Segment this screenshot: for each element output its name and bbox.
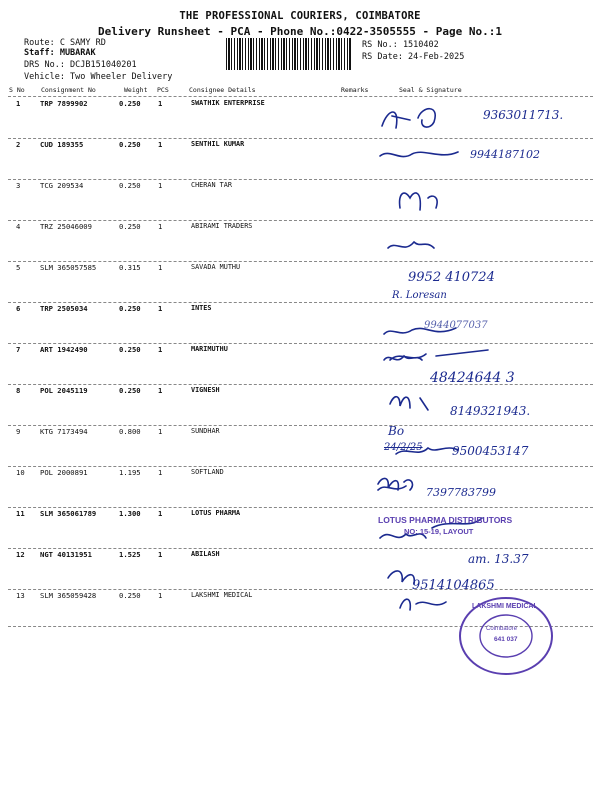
sno: 5 bbox=[16, 263, 21, 272]
consignment-no: ART 1942490 bbox=[40, 345, 88, 354]
rs-date: RS Date: 24-Feb-2025 bbox=[362, 52, 465, 62]
consignee: ABILASH bbox=[191, 550, 220, 558]
weight: 1.525 bbox=[119, 550, 141, 559]
weight: 1.300 bbox=[119, 509, 141, 518]
handwritten-mark: Bo bbox=[388, 424, 405, 438]
consignee: SUNDHAR bbox=[191, 427, 220, 435]
weight: 0.250 bbox=[119, 304, 141, 313]
sno: 7 bbox=[16, 345, 21, 354]
consignment-no: SLM 365057585 bbox=[40, 263, 97, 272]
weight: 1.195 bbox=[119, 468, 141, 477]
weight: 0.250 bbox=[119, 222, 141, 231]
weight: 0.250 bbox=[119, 99, 141, 108]
weight: 0.250 bbox=[119, 591, 141, 600]
sno: 13 bbox=[16, 591, 25, 600]
consignee: LOTUS PHARMA bbox=[191, 509, 241, 517]
handwritten-phone: 9363011713. bbox=[483, 108, 564, 122]
runsheet-subtitle: Delivery Runsheet - PCA - Phone No.:0422-3505555 - Page No.:1 bbox=[98, 25, 502, 38]
consignment-no: SLM 365061789 bbox=[40, 509, 97, 518]
weight: 0.315 bbox=[119, 263, 141, 272]
consignee: SAVADA MUTHU bbox=[191, 263, 241, 271]
consignee: VIGNESH bbox=[191, 386, 220, 394]
pcs: 1 bbox=[158, 304, 163, 313]
pcs: 1 bbox=[158, 468, 163, 477]
sno: 11 bbox=[16, 509, 25, 518]
handwritten-phone: 7397783799 bbox=[426, 486, 496, 499]
lotus-stamp-line1: LOTUS PHARMA DISTRIBUTORS bbox=[378, 515, 513, 525]
consignment-no: TRP 7899902 bbox=[40, 99, 88, 108]
handwritten-date: 24/2/25 bbox=[384, 442, 423, 453]
pcs: 1 bbox=[158, 181, 163, 190]
vehicle: Vehicle: Two Wheeler Delivery bbox=[24, 72, 173, 82]
pcs: 1 bbox=[158, 99, 163, 108]
weight: 0.250 bbox=[119, 386, 141, 395]
col-consignment: Consignment No bbox=[41, 86, 96, 94]
consignee: INTES bbox=[191, 304, 212, 312]
consignee: LAKSHMI MEDICAL bbox=[191, 591, 253, 599]
col-remarks: Remarks bbox=[341, 86, 369, 94]
consignment-no: TRP 2505034 bbox=[40, 304, 88, 313]
staff: Staff: MUBARAK bbox=[24, 48, 96, 58]
route: Route: C SAMY RD bbox=[24, 38, 106, 48]
consignee: SWATHIK ENTERPRISE bbox=[191, 99, 265, 107]
consignment-no: CUD 189355 bbox=[40, 140, 84, 149]
col-consignee: Consignee Details bbox=[189, 86, 256, 94]
handwritten-name: R. Loresan bbox=[392, 290, 447, 301]
sno: 9 bbox=[16, 427, 21, 436]
pcs: 1 bbox=[158, 140, 163, 149]
col-sno: S No bbox=[9, 86, 25, 94]
weight: 0.250 bbox=[119, 181, 141, 190]
drs-number: DRS No.: DCJB151040201 bbox=[24, 60, 137, 70]
weight: 0.250 bbox=[119, 345, 141, 354]
sno: 4 bbox=[16, 222, 21, 231]
seal-text-pin: 641 037 bbox=[494, 636, 518, 643]
handwritten-phone: 9944187102 bbox=[470, 148, 540, 161]
consignee: MARIMUTHU bbox=[191, 345, 228, 353]
col-weight: Weight bbox=[124, 86, 148, 94]
consignee: ABIRAMI TRADERS bbox=[191, 222, 253, 230]
company-title: THE PROFESSIONAL COURIERS, COIMBATORE bbox=[179, 10, 421, 22]
pcs: 1 bbox=[158, 386, 163, 395]
consignment-no: SLM 365059428 bbox=[40, 591, 97, 600]
consignment-no: TRZ 25046009 bbox=[40, 222, 92, 231]
handwritten-phone: 48424644 3 bbox=[430, 370, 515, 386]
handwritten-phone: 9500453147 bbox=[452, 444, 529, 458]
handwritten-phone: 8149321943. bbox=[450, 404, 531, 418]
consignment-no: NGT 40131951 bbox=[40, 550, 92, 559]
pcs: 1 bbox=[158, 222, 163, 231]
sno: 3 bbox=[16, 181, 21, 190]
col-pcs: PCS bbox=[157, 86, 169, 94]
consignee: CHERAN TAR bbox=[191, 181, 232, 189]
pcs: 1 bbox=[158, 427, 163, 436]
weight: 0.800 bbox=[119, 427, 141, 436]
handwritten-time: am. 13.37 bbox=[468, 552, 529, 566]
consignee: SENTHIL KUMAR bbox=[191, 140, 245, 148]
consignee: SOFTLAND bbox=[191, 468, 224, 476]
pcs: 1 bbox=[158, 263, 163, 272]
sno: 8 bbox=[16, 386, 21, 395]
handwritten-phone: 9514104865 bbox=[412, 578, 495, 593]
pcs: 1 bbox=[158, 550, 163, 559]
handwritten-phone: 9944077037 bbox=[424, 320, 488, 331]
col-seal-signature: Seal & Signature bbox=[399, 86, 462, 94]
seal-text-city: Coimbatore bbox=[486, 626, 518, 632]
handwritten-phone: 9952 410724 bbox=[408, 270, 495, 285]
sno: 6 bbox=[16, 304, 21, 313]
seal-text-top: LAKSHMI MEDICAL bbox=[472, 603, 538, 610]
sno: 2 bbox=[16, 140, 21, 149]
consignment-no: POL 2045119 bbox=[40, 386, 88, 395]
pcs: 1 bbox=[158, 509, 163, 518]
weight: 0.250 bbox=[119, 140, 141, 149]
sno: 1 bbox=[16, 99, 21, 108]
consignment-no: POL 2000891 bbox=[40, 468, 88, 477]
consignment-no: TCG 209534 bbox=[40, 181, 84, 190]
sno: 10 bbox=[16, 468, 25, 477]
sno: 12 bbox=[16, 550, 25, 559]
pcs: 1 bbox=[158, 591, 163, 600]
consignment-no: KTG 7173494 bbox=[40, 427, 88, 436]
lotus-stamp-line2: NO: 15-19, LAYOUT bbox=[404, 527, 474, 536]
pcs: 1 bbox=[158, 345, 163, 354]
rs-number: RS No.: 1510402 bbox=[362, 40, 439, 50]
signature-scribbles bbox=[370, 98, 595, 628]
barcode bbox=[226, 38, 352, 70]
